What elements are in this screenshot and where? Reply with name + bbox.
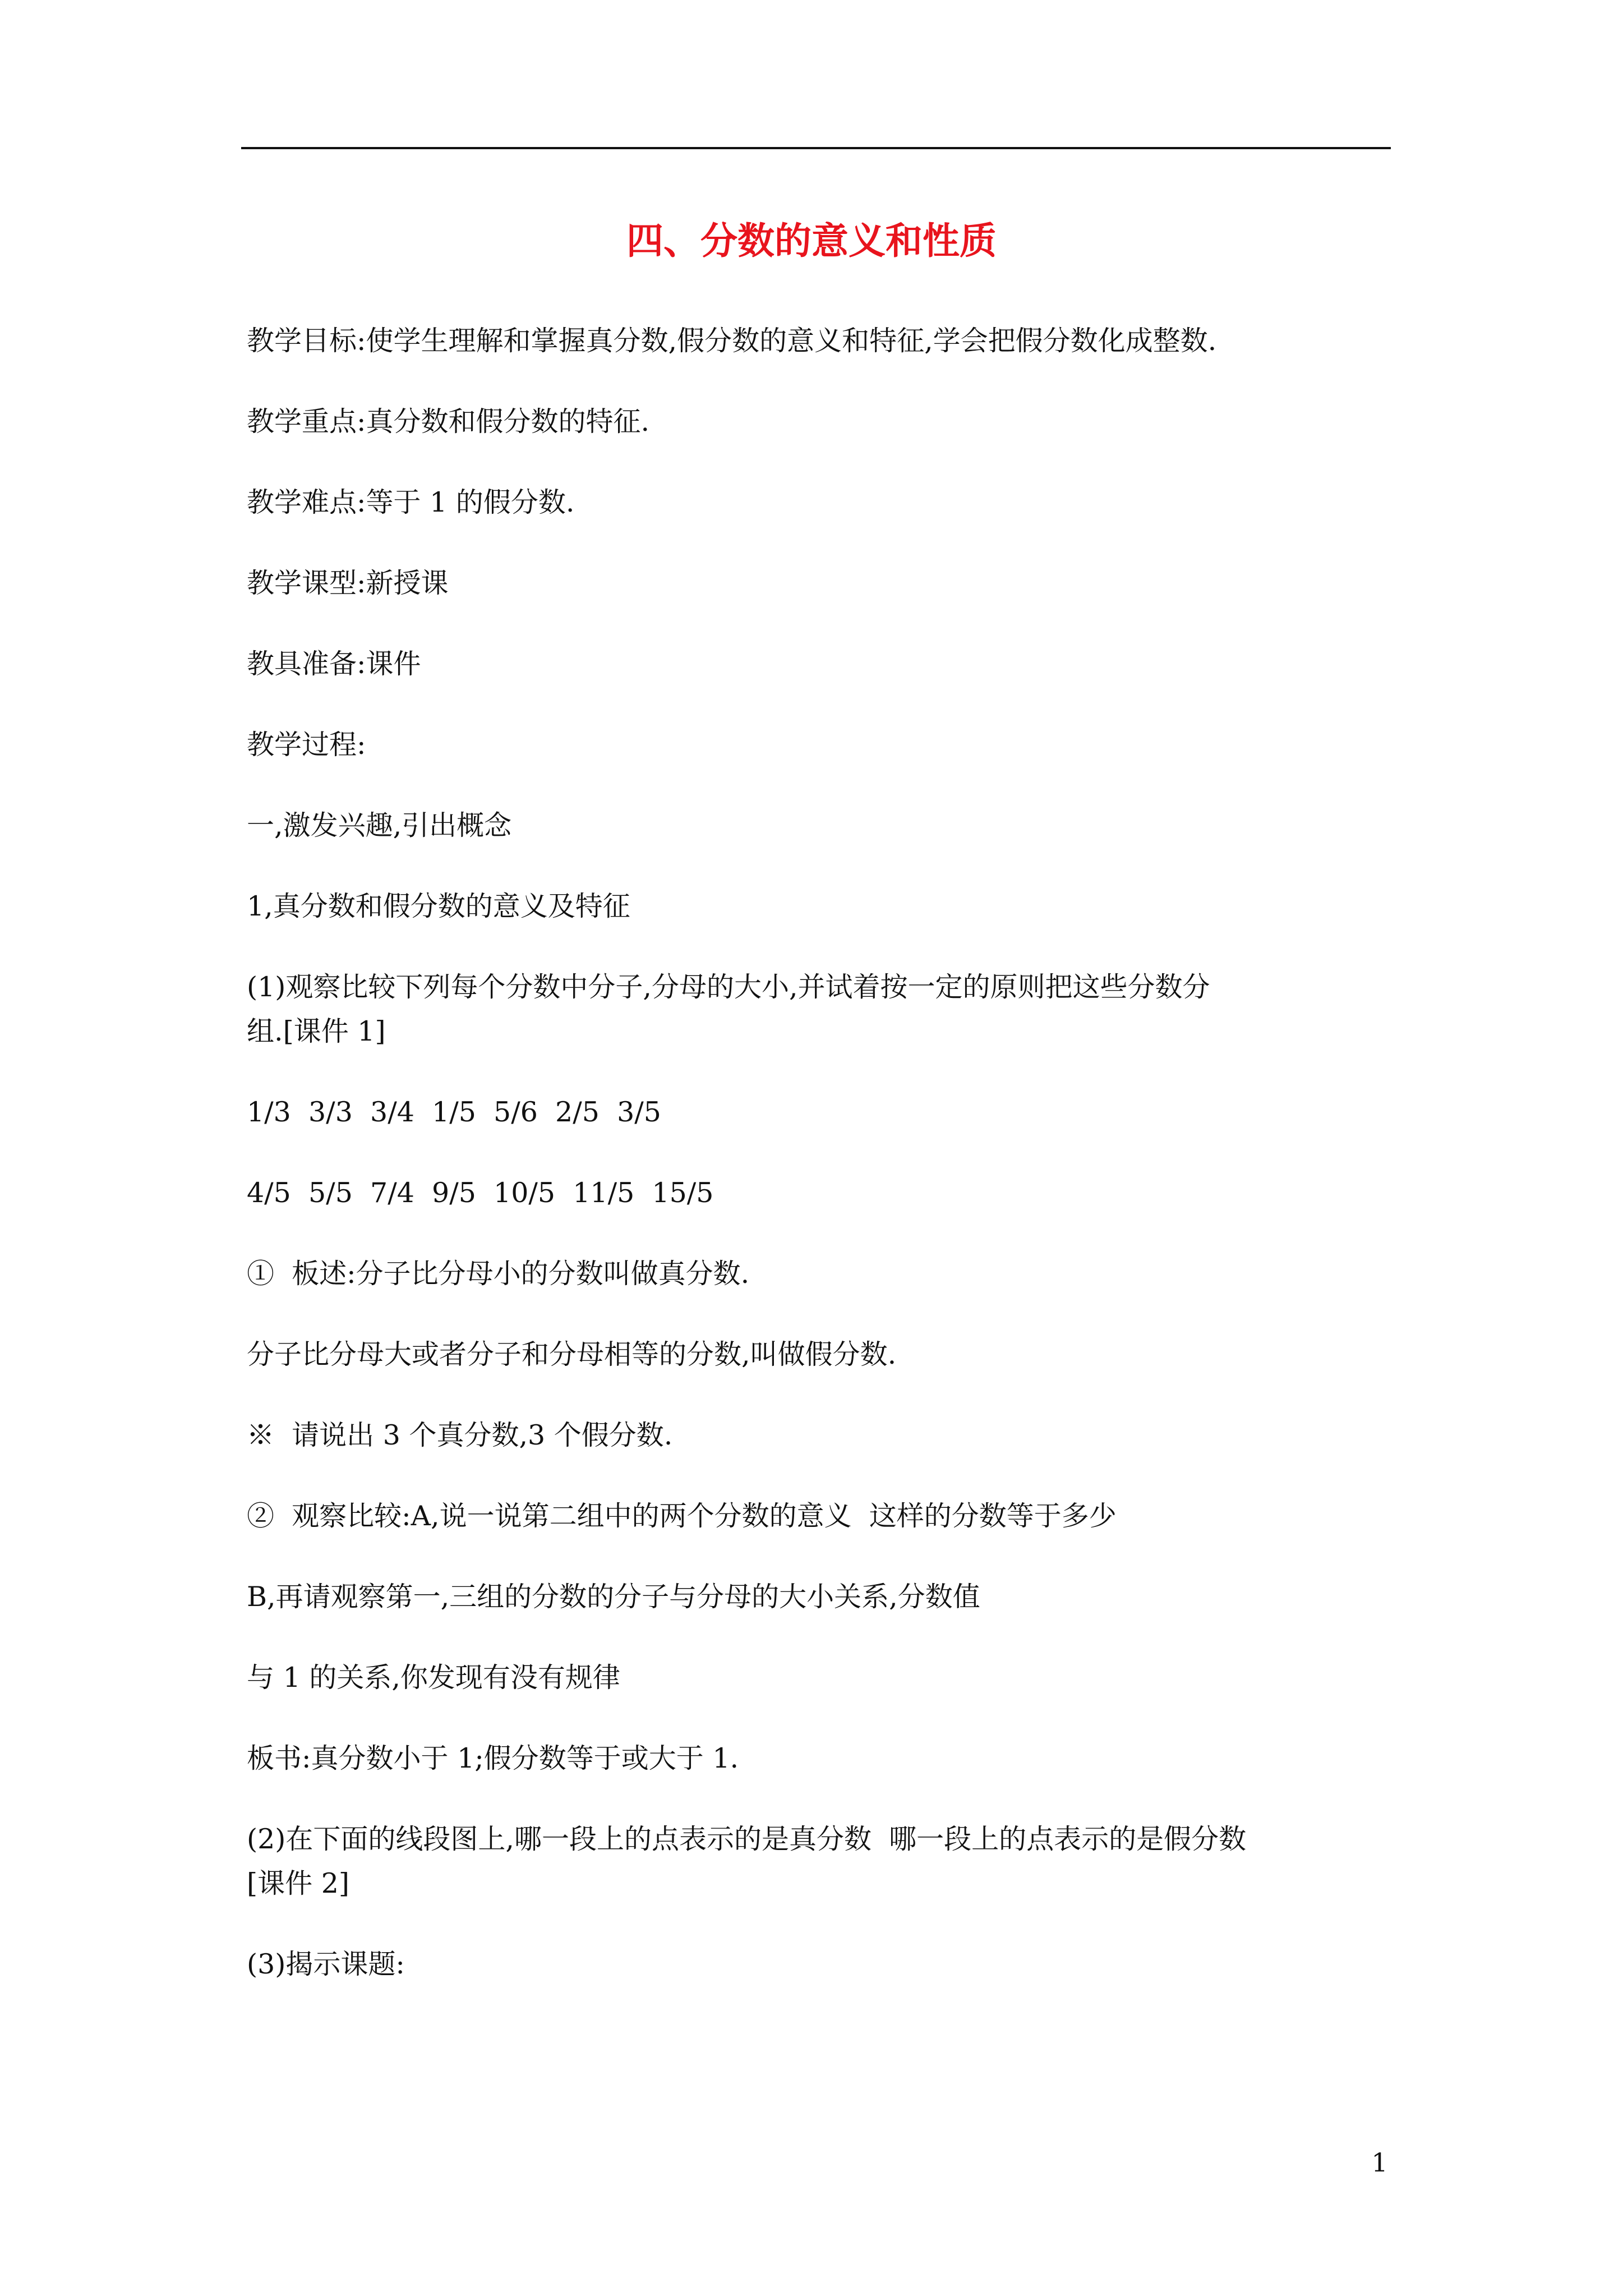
fraction-row-one: 1/3 3/3 3/4 1/5 5/6 2/5 3/5 bbox=[247, 1096, 661, 1128]
process-heading: 教学过程: bbox=[247, 729, 366, 761]
section-one-heading: 一,激发兴趣,引出概念 bbox=[247, 809, 512, 841]
page-number: 1 bbox=[1371, 2147, 1388, 2178]
teaching-aids-line: 教具准备:课件 bbox=[247, 648, 421, 680]
difficulty-line: 教学难点:等于 1 的假分数. bbox=[247, 486, 575, 518]
comparison-prompt-b: B,再请观察第一,三组的分数的分子与分母的大小关系,分数值 bbox=[247, 1581, 980, 1613]
subsection-heading: 1,真分数和假分数的意义及特征 bbox=[247, 890, 630, 922]
comparison-prompt-a: ② 观察比较:A,说一说第二组中的两个分数的意义 这样的分数等于多少 bbox=[247, 1500, 1117, 1532]
fraction-row-two: 4/5 5/5 7/4 9/5 10/5 11/5 15/5 bbox=[247, 1177, 714, 1209]
observation-instruction-cont: 组.[课件 1] bbox=[247, 1015, 386, 1047]
examples-prompt: ※ 请说出 3 个真分数,3 个假分数. bbox=[247, 1419, 673, 1451]
board-summary: 板书:真分数小于 1;假分数等于或大于 1. bbox=[247, 1742, 739, 1774]
objective-line: 教学目标:使学生理解和掌握真分数,假分数的意义和特征,学会把假分数化成整数. bbox=[247, 325, 1217, 357]
improper-fraction-definition: 分子比分母大或者分子和分母相等的分数,叫做假分数. bbox=[247, 1338, 897, 1370]
reveal-topic-heading: (3)揭示课题: bbox=[247, 1948, 405, 1980]
number-line-question: (2)在下面的线段图上,哪一段上的点表示的是真分数 哪一段上的点表示的是假分数 bbox=[247, 1823, 1247, 1855]
document-title: 四、分数的意义和性质 bbox=[626, 219, 997, 263]
observation-instruction: (1)观察比较下列每个分数中分子,分母的大小,并试着按一定的原则把这些分数分 bbox=[247, 971, 1210, 1003]
key-point-line: 教学重点:真分数和假分数的特征. bbox=[247, 406, 650, 438]
number-line-question-cont: [课件 2] bbox=[247, 1867, 349, 1899]
proper-fraction-definition: ① 板述:分子比分母小的分数叫做真分数. bbox=[247, 1258, 750, 1290]
header-rule bbox=[241, 147, 1391, 149]
comparison-prompt-b-cont: 与 1 的关系,你发现有没有规律 bbox=[247, 1662, 620, 1694]
lesson-type-line: 教学课型:新授课 bbox=[247, 567, 449, 599]
